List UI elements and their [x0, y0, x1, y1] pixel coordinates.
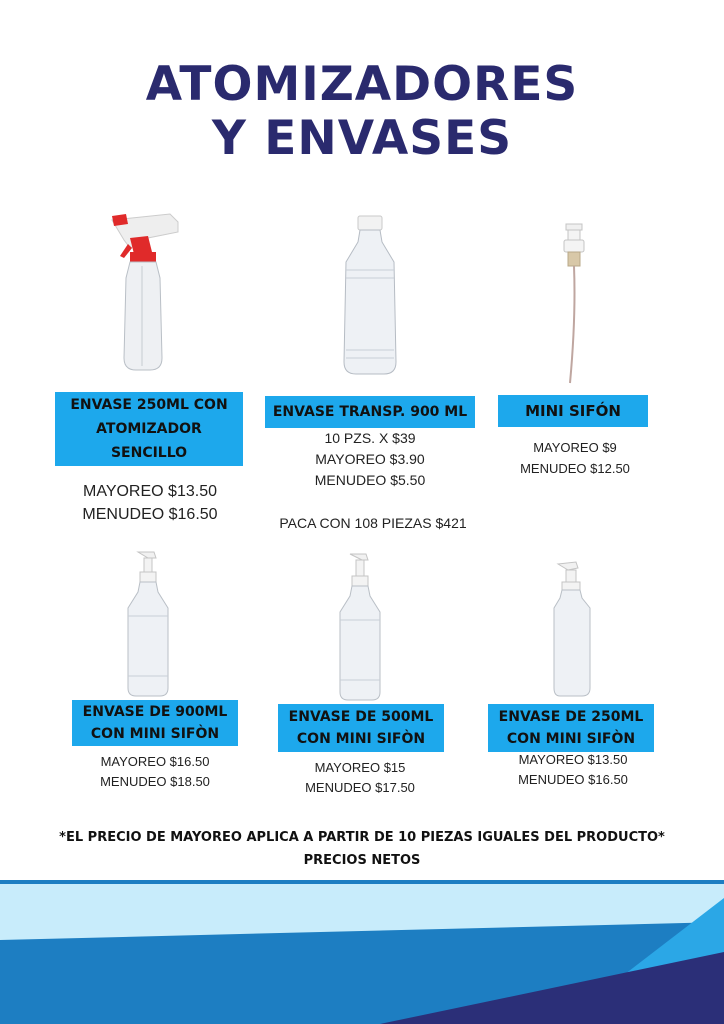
title-line-1: ATOMIZADORES [145, 57, 579, 112]
product-4-label-line-2: CON MINI SIFÒN [90, 726, 220, 742]
product-6-label-line-2: CON MINI SIFÒN [506, 731, 636, 747]
product-5-label [278, 704, 444, 752]
product-3-retail-price: MENUDEO $12.50 [520, 461, 630, 476]
product-1-label-line-2: ATOMIZADOR [96, 421, 202, 437]
product-2-retail-price: MENUDEO $5.50 [314, 472, 426, 488]
product-6-prices [498, 750, 648, 790]
title-line-2: Y ENVASES [211, 111, 513, 166]
product-3-label [498, 395, 648, 427]
product-1-label-line-3: SENCILLO [110, 445, 188, 461]
product-2-label-line-1: ENVASE TRANSP. 900 ML [272, 404, 468, 420]
product-2-bulk-price: PACA CON 108 PIEZAS $421 [279, 515, 467, 531]
product-2-wholesale-price: MAYOREO $3.90 [315, 451, 425, 467]
spray-bottle-image [100, 208, 190, 378]
product-5-label-line-1: ENVASE DE 500ML [288, 709, 434, 725]
product-5-wholesale-price: MAYOREO $15 [314, 760, 406, 775]
product-3-wholesale-price: MAYOREO $9 [533, 440, 617, 455]
page-title [0, 58, 724, 166]
product-1-prices [55, 480, 245, 526]
mini-siphon-image [548, 218, 598, 388]
product-5-label-line-2: CON MINI SIFÒN [296, 731, 426, 747]
product-1-label [55, 392, 243, 466]
product-3-prices [515, 437, 635, 479]
product-6-label [488, 704, 654, 752]
product-1-label-line-1: ENVASE 250ML CON [70, 397, 228, 413]
product-5-prices [285, 758, 435, 798]
product-6-label-line-1: ENVASE DE 250ML [498, 709, 644, 725]
net-prices-note: PRECIOS NETOS [303, 853, 421, 868]
product-6-wholesale-price: MAYOREO $13.50 [518, 752, 628, 767]
product-2-prices [270, 428, 470, 491]
bottle-250ml-siphon-image [548, 558, 598, 700]
bottle-500ml-siphon-image [332, 548, 392, 704]
bottle-900ml-siphon-image [118, 548, 178, 700]
product-5-retail-price: MENUDEO $17.50 [305, 780, 415, 795]
product-4-prices [80, 752, 230, 792]
product-4-wholesale-price: MAYOREO $16.50 [100, 754, 210, 769]
product-2-pack-price: 10 PZS. X $39 [324, 430, 416, 446]
product-4-retail-price: MENUDEO $18.50 [100, 774, 210, 789]
product-6-retail-price: MENUDEO $16.50 [518, 772, 628, 787]
product-4-label-line-1: ENVASE DE 900ML [82, 704, 228, 720]
footer-decoration [0, 880, 724, 1024]
product-3-label-line-1: MINI SIFÓN [525, 402, 621, 420]
product-4-label [72, 700, 238, 746]
wholesale-note: *EL PRECIO DE MAYOREO APLICA A PARTIR DE 10 PIEZAS IGUALES DEL PRODUCTO* [59, 830, 665, 845]
product-1-wholesale-price: MAYOREO $13.50 [83, 483, 217, 500]
product-1-retail-price: MENUDEO $16.50 [82, 506, 218, 523]
product-2-label [265, 396, 475, 428]
bottle-900ml-image [330, 212, 410, 380]
